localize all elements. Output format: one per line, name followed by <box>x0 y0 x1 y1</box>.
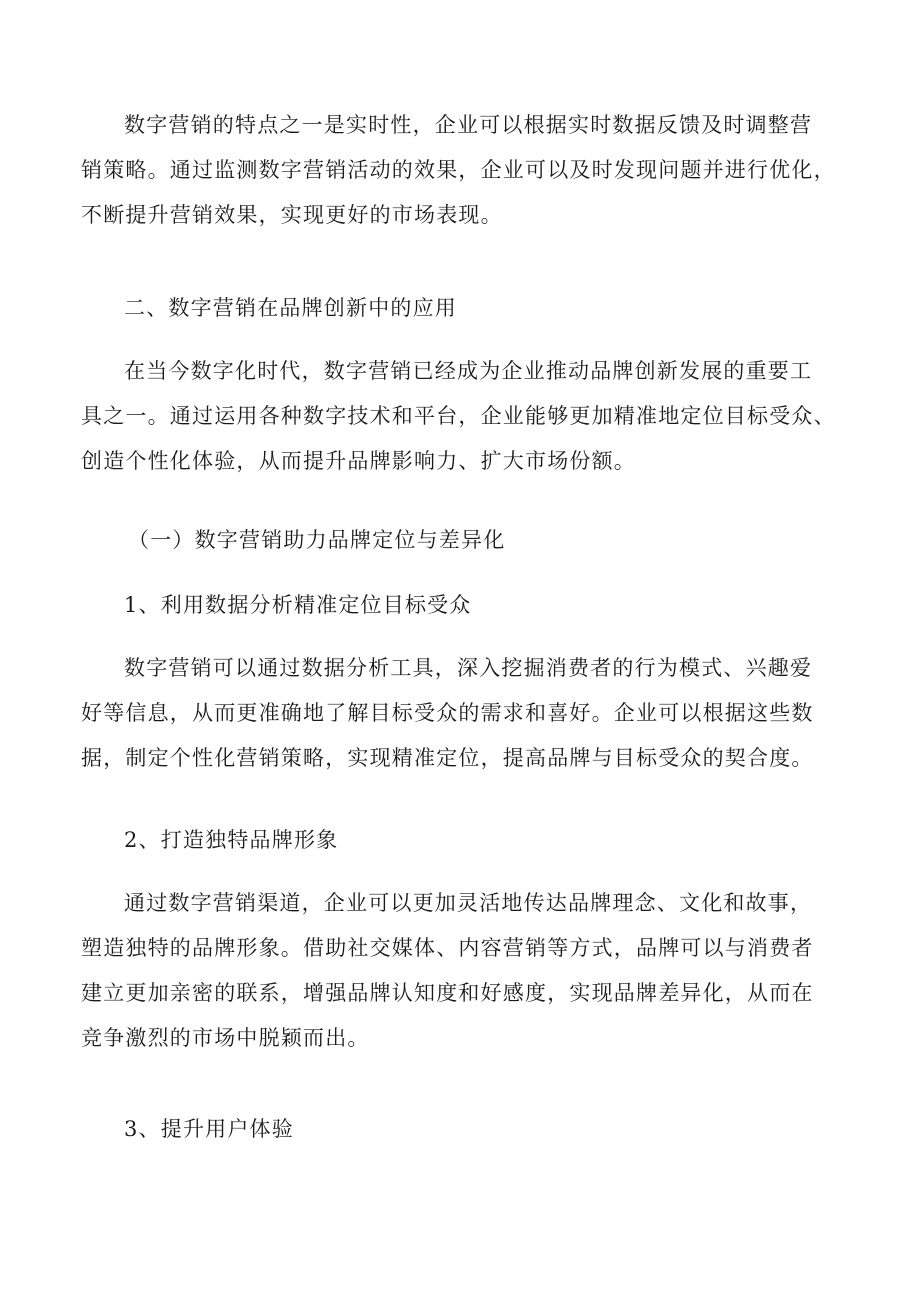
paragraph-line: 创造个性化体验，从而提升品牌影响力、扩大市场份额。 <box>81 449 636 473</box>
section-heading-brand-innovation: 二、数字营销在品牌创新中的应用 <box>124 296 457 320</box>
paragraph-line: 不断提升营销效果，实现更好的市场表现。 <box>81 203 503 227</box>
paragraph-line: 通过数字营销渠道，企业可以更加灵活地传达品牌理念、文化和故事， <box>124 891 813 915</box>
subsection-heading-positioning: （一）数字营销助力品牌定位与差异化 <box>128 528 506 552</box>
paragraph-line: 具之一。通过运用各种数字技术和平台，企业能够更加精准地定位目标受众、 <box>81 404 836 428</box>
paragraph-realtime <box>81 103 842 238</box>
item-heading-2: 2、打造独特品牌形象 <box>124 828 339 852</box>
paragraph-line: 好等信息，从而更准确地了解目标受众的需求和喜好。企业可以根据这些数 <box>81 701 814 725</box>
item-heading-1: 1、利用数据分析精准定位目标受众 <box>124 593 472 617</box>
paragraph-line: 数字营销可以通过数据分析工具，深入挖掘消费者的行为模式、兴趣爱 <box>124 656 813 680</box>
paragraph-line: 建立更加亲密的联系，增强品牌认知度和好感度，实现品牌差异化，从而在 <box>81 981 814 1005</box>
paragraph-line: 塑造独特的品牌形象。借助社交媒体、内容营销等方式，品牌可以与消费者 <box>81 936 814 960</box>
paragraph-line: 数字营销的特点之一是实时性，企业可以根据实时数据反馈及时调整营 <box>124 113 813 137</box>
paragraph-line: 在当今数字化时代，数字营销已经成为企业推动品牌创新发展的重要工 <box>124 359 813 383</box>
paragraph-line: 竞争激烈的市场中脱颖而出。 <box>81 1026 370 1050</box>
paragraph-digital-era <box>81 349 842 484</box>
paragraph-data-analysis <box>81 646 842 781</box>
paragraph-brand-image <box>81 881 842 1061</box>
paragraph-line: 据，制定个性化营销策略，实现精准定位，提高品牌与目标受众的契合度。 <box>81 746 814 770</box>
paragraph-line: 销策略。通过监测数字营销活动的效果，企业可以及时发现问题并进行优化， <box>81 158 836 182</box>
item-heading-3: 3、提升用户体验 <box>124 1117 294 1141</box>
